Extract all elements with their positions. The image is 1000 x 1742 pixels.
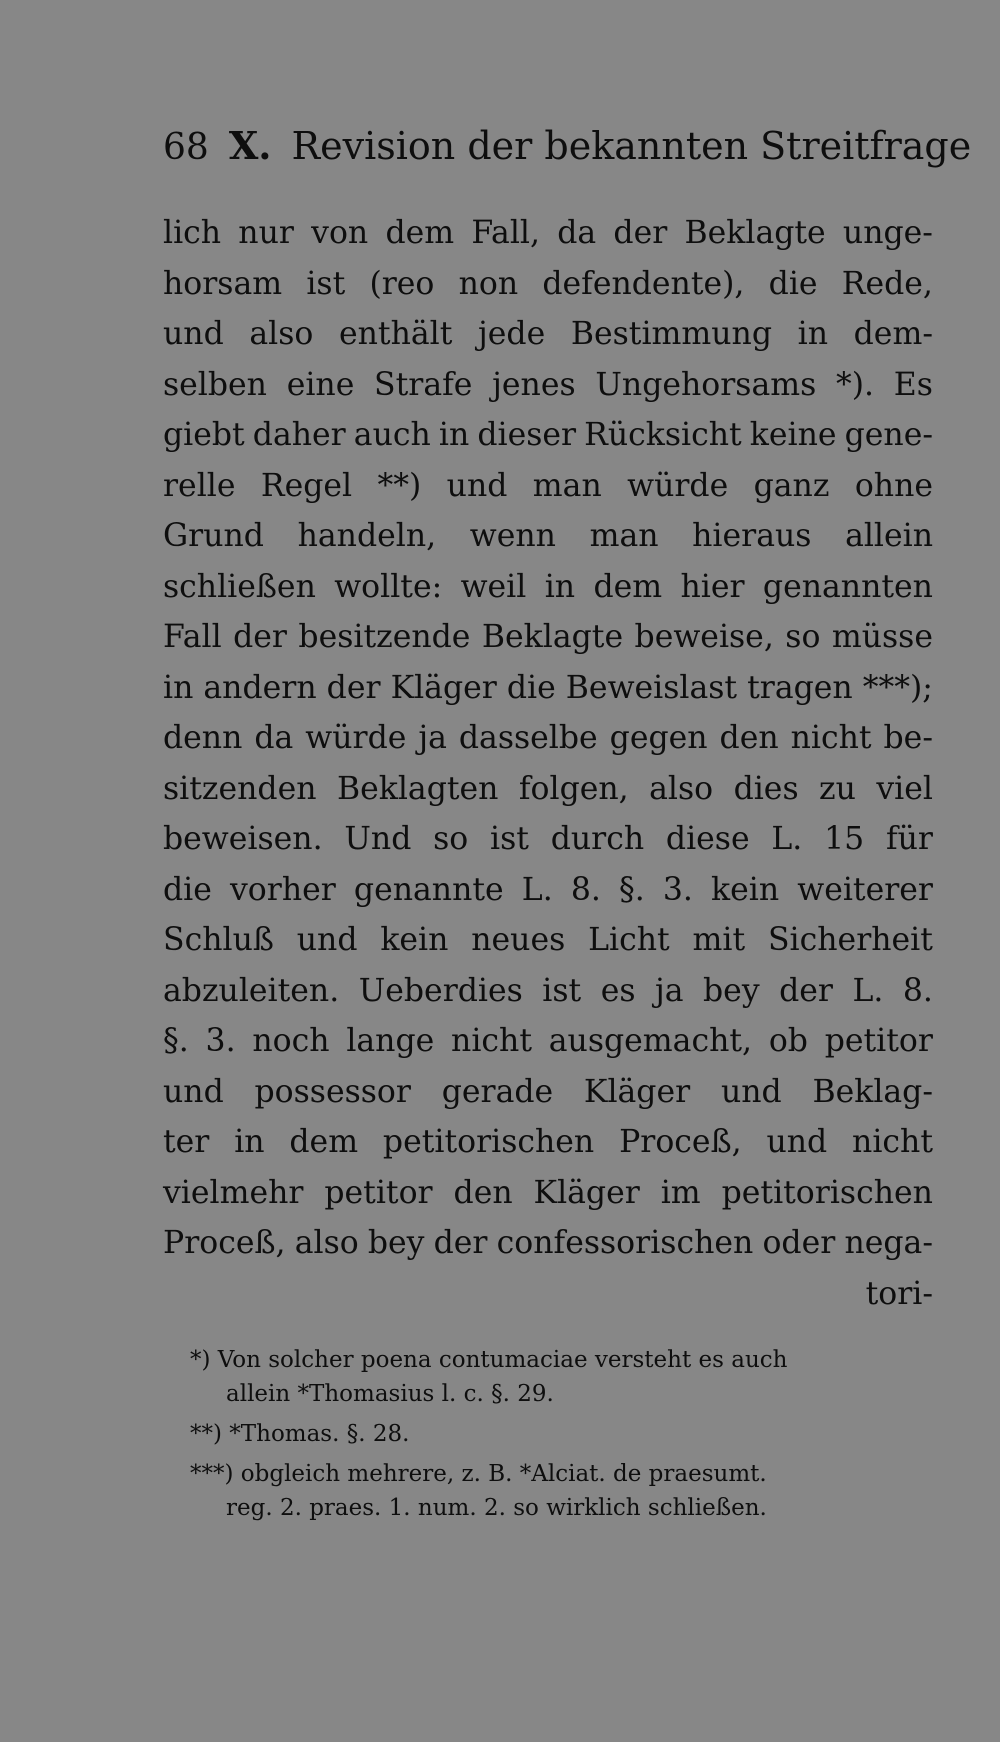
word: Kläger: [583, 1073, 691, 1110]
word: denn: [163, 720, 243, 756]
footnote-3-continued: reg. 2. praes. 1. num. 2. so wirklich schließen.: [226, 1495, 767, 1521]
word: vielmehr: [163, 1174, 304, 1211]
word: es: [600, 972, 636, 1009]
page-number: 68: [163, 127, 209, 168]
word: defendente),: [542, 265, 745, 302]
word: nega-: [844, 1225, 933, 1261]
word: Kläger: [390, 669, 497, 706]
word: L.: [521, 871, 553, 908]
word: man: [532, 467, 602, 504]
word: Bestimmung: [570, 316, 773, 352]
word: lange: [346, 1023, 435, 1059]
word: und: [163, 1073, 224, 1110]
word: enthält: [338, 316, 453, 352]
word: der: [613, 215, 668, 251]
word: also: [649, 770, 714, 807]
word: dem-: [853, 316, 933, 352]
word: daher: [252, 417, 346, 453]
word: sitzenden: [163, 770, 317, 807]
footnotes: [190, 1343, 935, 1525]
word: petitorischen: [382, 1124, 595, 1160]
footnote-3: ***) obgleich mehrere, z. B. *Alciat. de praesumt.: [190, 1461, 767, 1487]
word: wenn: [469, 518, 556, 554]
text-line: [163, 259, 933, 310]
word: Fall,: [471, 215, 541, 251]
word: Beklagte: [481, 619, 624, 655]
word: Und: [344, 821, 412, 857]
text-line: [163, 865, 933, 916]
word: kein: [380, 922, 449, 958]
word: genannte: [353, 871, 504, 908]
word: beweise,: [634, 619, 774, 655]
text-line: [163, 1016, 933, 1067]
text-line: [163, 764, 933, 815]
word: die: [163, 871, 212, 908]
word: ja: [418, 720, 447, 756]
word: auch: [353, 417, 431, 453]
word: und: [720, 1073, 782, 1110]
word: gerade: [441, 1073, 554, 1110]
word: (reo: [369, 265, 435, 302]
word: oder: [762, 1225, 836, 1261]
word: gene-: [844, 417, 933, 453]
word: neues: [471, 922, 566, 958]
word: und: [296, 922, 358, 958]
word: §.: [619, 871, 645, 908]
word: nicht: [451, 1023, 532, 1059]
word: durch: [550, 821, 645, 857]
word: Schluß: [163, 922, 274, 958]
word: Beklagten: [336, 770, 499, 807]
word: dasselbe: [458, 720, 598, 756]
word: ist: [306, 265, 346, 302]
text-line: [163, 511, 933, 562]
word: possessor: [254, 1073, 411, 1110]
word: und: [163, 316, 224, 352]
word: da: [557, 215, 597, 251]
word: petitor: [824, 1023, 933, 1059]
word: kein: [711, 871, 780, 908]
word: Strafe: [374, 366, 473, 403]
word: zu: [819, 770, 856, 807]
word: ***);: [862, 669, 933, 706]
word: dem: [385, 215, 455, 251]
catchword: tori-: [865, 1275, 933, 1312]
text-line: [163, 966, 933, 1017]
word: dem: [289, 1124, 359, 1160]
body-text: [163, 208, 933, 1319]
word: hier: [680, 568, 745, 605]
word: 8.: [902, 972, 933, 1009]
text-line: [163, 663, 933, 714]
word: ja: [654, 972, 684, 1009]
word: Beweislast: [565, 669, 738, 706]
word: ist: [542, 972, 582, 1009]
word: vorher: [230, 871, 336, 908]
word: der: [326, 669, 381, 706]
word: man: [589, 518, 659, 554]
word: den: [453, 1174, 513, 1211]
word: nur: [238, 215, 294, 251]
word: jenes: [492, 366, 576, 403]
word: ob: [768, 1023, 808, 1059]
word: ganz: [753, 467, 830, 504]
word: so: [433, 821, 469, 857]
word: die: [506, 669, 556, 706]
word: L.: [852, 972, 884, 1009]
word: gegen: [609, 720, 708, 756]
footnote-2: **) *Thomas. §. 28.: [190, 1421, 410, 1447]
word: 15: [824, 821, 865, 857]
text-line: [163, 1067, 933, 1118]
word: da: [254, 720, 294, 756]
word: bey: [367, 1225, 425, 1261]
word: ist: [490, 821, 529, 857]
word: Rede,: [841, 265, 933, 302]
word: würde: [627, 467, 729, 504]
word: Fall: [163, 619, 222, 655]
text-line: [163, 612, 933, 663]
word: allein: [845, 518, 933, 554]
word: so: [785, 619, 821, 655]
word: petitor: [324, 1174, 433, 1211]
word: ausgemacht,: [548, 1023, 753, 1059]
text-line: [163, 1218, 933, 1269]
word: unge-: [842, 215, 933, 251]
text-line: [163, 410, 933, 461]
word: jede: [478, 316, 546, 352]
word: müsse: [831, 619, 933, 655]
word: Licht: [588, 922, 670, 958]
word: keine: [749, 417, 837, 453]
word: confessorischen: [496, 1225, 754, 1261]
word: die: [768, 265, 818, 302]
text-line: [163, 814, 933, 865]
text-line: [163, 309, 933, 360]
word: ter: [163, 1124, 210, 1160]
text-line: [163, 713, 933, 764]
word: bey: [703, 972, 760, 1009]
word: ohne: [854, 467, 933, 504]
word: petitorischen: [721, 1174, 933, 1211]
word: hieraus: [692, 518, 812, 554]
word: be-: [883, 720, 933, 756]
word: **): [377, 467, 422, 504]
word: viel: [876, 770, 933, 807]
word: lich: [163, 215, 222, 251]
word: Kläger: [533, 1174, 640, 1211]
word: Ungehorsams: [595, 366, 817, 403]
word: non: [458, 265, 519, 302]
word: weiterer: [797, 871, 933, 908]
running-title: Revision der bekannten Streitfrage: [291, 124, 972, 168]
word: Beklagte: [684, 215, 826, 251]
word: diese: [665, 821, 750, 857]
word: abzuleiten.: [163, 972, 340, 1009]
word: dieser: [477, 417, 577, 453]
word: schließen: [163, 568, 316, 605]
word: tragen: [747, 669, 853, 706]
word: im: [660, 1174, 701, 1211]
word: wollte:: [334, 568, 443, 605]
word: also: [249, 316, 314, 352]
word: weil: [460, 568, 527, 605]
word: *).: [836, 366, 875, 403]
word: besitzende: [298, 619, 471, 655]
word: der: [433, 1225, 488, 1261]
text-line: [163, 562, 933, 613]
word: §.: [163, 1023, 189, 1059]
word: den: [719, 720, 779, 756]
word: in: [544, 568, 576, 605]
word: folgen,: [518, 770, 629, 807]
word: mit: [692, 922, 746, 958]
word: in: [234, 1124, 265, 1160]
word: giebt: [163, 417, 245, 453]
text-line: [163, 1168, 933, 1219]
word: selben: [163, 366, 267, 403]
word: Regel: [260, 467, 353, 504]
word: handeln,: [297, 518, 437, 554]
text-line: [163, 208, 933, 259]
footnote-1-continued: allein *Thomasius l. c. §. 29.: [226, 1381, 554, 1407]
word: für: [885, 821, 933, 857]
word: der: [233, 619, 287, 655]
word: relle: [163, 467, 236, 504]
text-line: [163, 360, 933, 411]
word: 3.: [205, 1023, 236, 1059]
word: horsam: [163, 265, 283, 302]
word: und: [446, 467, 508, 504]
word: dem: [593, 568, 663, 605]
word: der: [779, 972, 833, 1009]
word: also: [294, 1225, 359, 1261]
word: dies: [733, 770, 799, 807]
word: in: [797, 316, 829, 352]
word: L.: [771, 821, 803, 857]
word: 3.: [662, 871, 693, 908]
text-line: [163, 461, 933, 512]
running-header: [163, 122, 972, 172]
word: noch: [252, 1023, 330, 1059]
word: nicht: [790, 720, 872, 756]
word: von: [311, 215, 369, 251]
chapter-number: X.: [228, 123, 272, 168]
word: eine: [286, 366, 355, 403]
word: andern: [203, 669, 317, 706]
text-line: [163, 1117, 933, 1168]
footnote-1: *) Von solcher poena contumaciae versteht es auch: [190, 1347, 788, 1373]
text-line: [163, 915, 933, 966]
word: 8.: [570, 871, 601, 908]
word: Ueberdies: [358, 972, 523, 1009]
word: Sicherheit: [767, 922, 933, 958]
word: Rücksicht: [584, 417, 742, 453]
word: in: [163, 669, 194, 706]
word: würde: [305, 720, 407, 756]
word: Proceß,: [163, 1225, 286, 1261]
word: Es: [893, 366, 933, 403]
word: beweisen.: [163, 821, 323, 857]
word: Beklag-: [812, 1073, 933, 1110]
word: nicht: [852, 1124, 933, 1160]
word: und: [766, 1124, 828, 1160]
word: genannten: [762, 568, 933, 605]
word: Grund: [163, 518, 264, 554]
word: in: [438, 417, 470, 453]
word: Proceß,: [619, 1124, 742, 1160]
